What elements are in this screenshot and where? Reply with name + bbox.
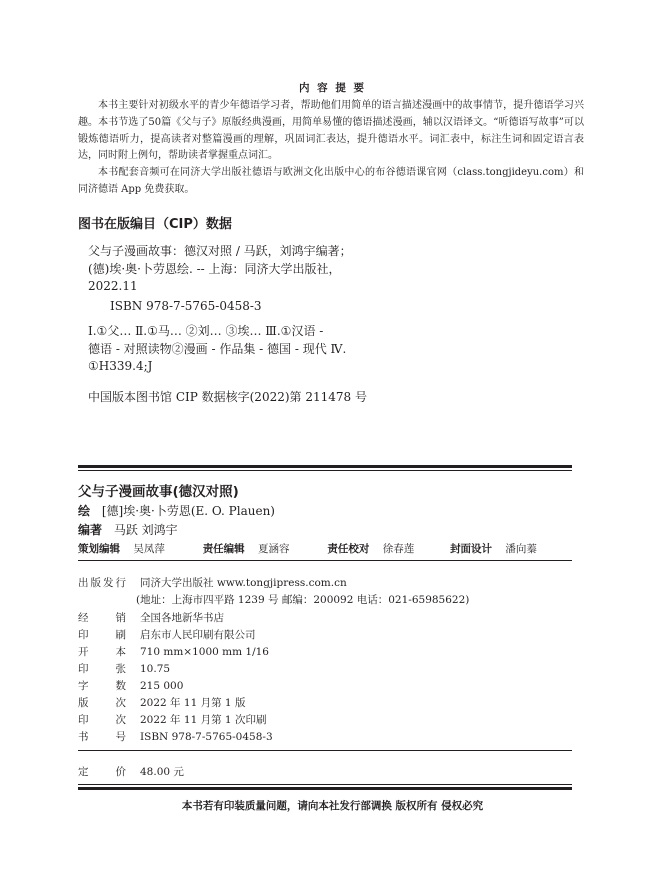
editors-row	[78, 541, 537, 556]
pub-row-isbn	[78, 729, 273, 744]
authors-label: 编著	[78, 523, 103, 537]
cip-subject-line: ①H339.4;J	[88, 359, 153, 373]
pub-row-edition	[78, 695, 245, 710]
editor-label: 责任编辑	[202, 543, 245, 555]
cip-title: 图书在版编目（CIP）数据	[78, 217, 232, 232]
pub-label: 印张	[78, 663, 126, 675]
footer-notice: 本书若有印装质量问题，请向本社发行部调换 版权所有 侵权必究	[181, 800, 484, 812]
price-label: 定价	[78, 766, 126, 778]
illustrator-label: 绘	[78, 504, 91, 518]
editor-name: 潘向蓁	[505, 543, 537, 555]
pub-label: 字数	[78, 680, 126, 692]
pub-row-sheets	[78, 661, 170, 676]
pub-value: 同济大学出版社 www.tongjipress.com.cn	[140, 577, 347, 589]
pub-row-printer	[78, 627, 256, 642]
pub-label: 经销	[78, 612, 126, 624]
pub-label: 书号	[78, 731, 126, 743]
pub-value: 710 mm×1000 mm 1/16	[140, 646, 269, 658]
cip-subject-line: Ⅰ.①父… Ⅱ.①马… ②刘… ③埃… Ⅲ.①汉语 -	[88, 324, 324, 338]
book-title: 父与子漫画故事(德汉对照)	[78, 484, 239, 500]
pub-row-distributor	[78, 610, 224, 625]
cip-entry-line: 父与子漫画故事：德汉对照 / 马跃，刘鸿宇编著；	[88, 244, 352, 258]
summary-text	[78, 98, 584, 199]
pub-value: 215 000	[140, 680, 184, 692]
editor-name: 夏涵容	[258, 543, 290, 555]
divider	[78, 560, 572, 561]
summary-paragraph-2: 本书配套音频可在同济大学出版社德语与欧洲文化出版中心的布谷德语课官网（class.tongjideyu.com）和同济德语 App 免费获取。	[78, 167, 584, 195]
pub-label: 出版发行	[78, 577, 126, 589]
cip-entry-line: 2022.11	[88, 279, 138, 293]
pub-label: 版次	[78, 697, 126, 709]
divider-thin	[78, 470, 572, 471]
authors-credit	[78, 521, 178, 538]
pub-row-wordcount	[78, 678, 183, 693]
pub-label: 印刷	[78, 629, 126, 641]
cip-entry	[88, 243, 588, 296]
pub-row-printing	[78, 712, 266, 727]
pub-value: 2022 年 11 月第 1 次印刷	[140, 714, 267, 726]
cip-subjects	[88, 323, 588, 376]
pub-value: 全国各地新华书店	[140, 612, 224, 624]
pub-label: 印次	[78, 714, 126, 726]
editor-label: 策划编辑	[78, 543, 120, 555]
divider-thin	[78, 784, 572, 785]
pub-label: 开本	[78, 646, 126, 658]
price-row	[78, 764, 184, 779]
authors-names: 马跃 刘鸿宇	[113, 523, 178, 537]
pub-value: 2022 年 11 月第 1 版	[140, 697, 246, 709]
divider-thick	[78, 465, 572, 468]
pub-value: (地址：上海市四平路 1239 号 邮编：200092 电话：021-65985622)	[136, 594, 470, 606]
summary-paragraph-1: 本书主要针对初级水平的青少年德语学习者，帮助他们用简单的语言描述漫画中的故事情节，提升德语学习兴趣。本书节选了50篇《父与子》原版经典漫画，用简单易懂的德语描述漫画，辅以汉语译文。“听德语写故事”可以锻炼德语听力，提高读者对整篇漫画的理解，巩固词汇表达，提升德语水平。词汇表中，标注生词和固定语言表达，同时附上例句，帮助读者掌握重点词汇。	[78, 100, 584, 162]
illustrator-credit	[78, 502, 275, 519]
divider-thick	[78, 787, 572, 790]
editor-label: 封面设计	[450, 543, 493, 555]
pub-value: 10.75	[140, 663, 171, 675]
price-value: 48.00 元	[140, 766, 184, 778]
editor-name: 徐春莲	[382, 543, 415, 555]
divider	[78, 750, 572, 751]
cip-isbn: ISBN 978-7-5765-0458-3	[110, 299, 262, 313]
pub-row-address	[136, 592, 469, 607]
summary-heading: 内 容 提 要	[299, 82, 366, 94]
illustrator-name: [德]埃·奥·卜劳恩(E. O. Plauen)	[101, 504, 275, 518]
editor-name: 吴凤萍	[133, 543, 165, 555]
pub-row-publisher	[78, 575, 347, 590]
pub-value: ISBN 978-7-5765-0458-3	[140, 731, 273, 743]
pub-value: 启东市人民印刷有限公司	[140, 629, 256, 641]
cip-entry-line: (德)埃·奥·卜劳恩绘. -- 上海：同济大学出版社，	[88, 261, 341, 276]
pub-row-format	[78, 644, 269, 659]
cip-subject-line: 德语 - 对照读物②漫画 - 作品集 - 德国 - 现代 Ⅳ.	[88, 341, 347, 356]
editor-label: 责任校对	[327, 543, 370, 555]
cip-verification: 中国版本图书馆 CIP 数据核字(2022)第 211478 号	[88, 390, 367, 404]
